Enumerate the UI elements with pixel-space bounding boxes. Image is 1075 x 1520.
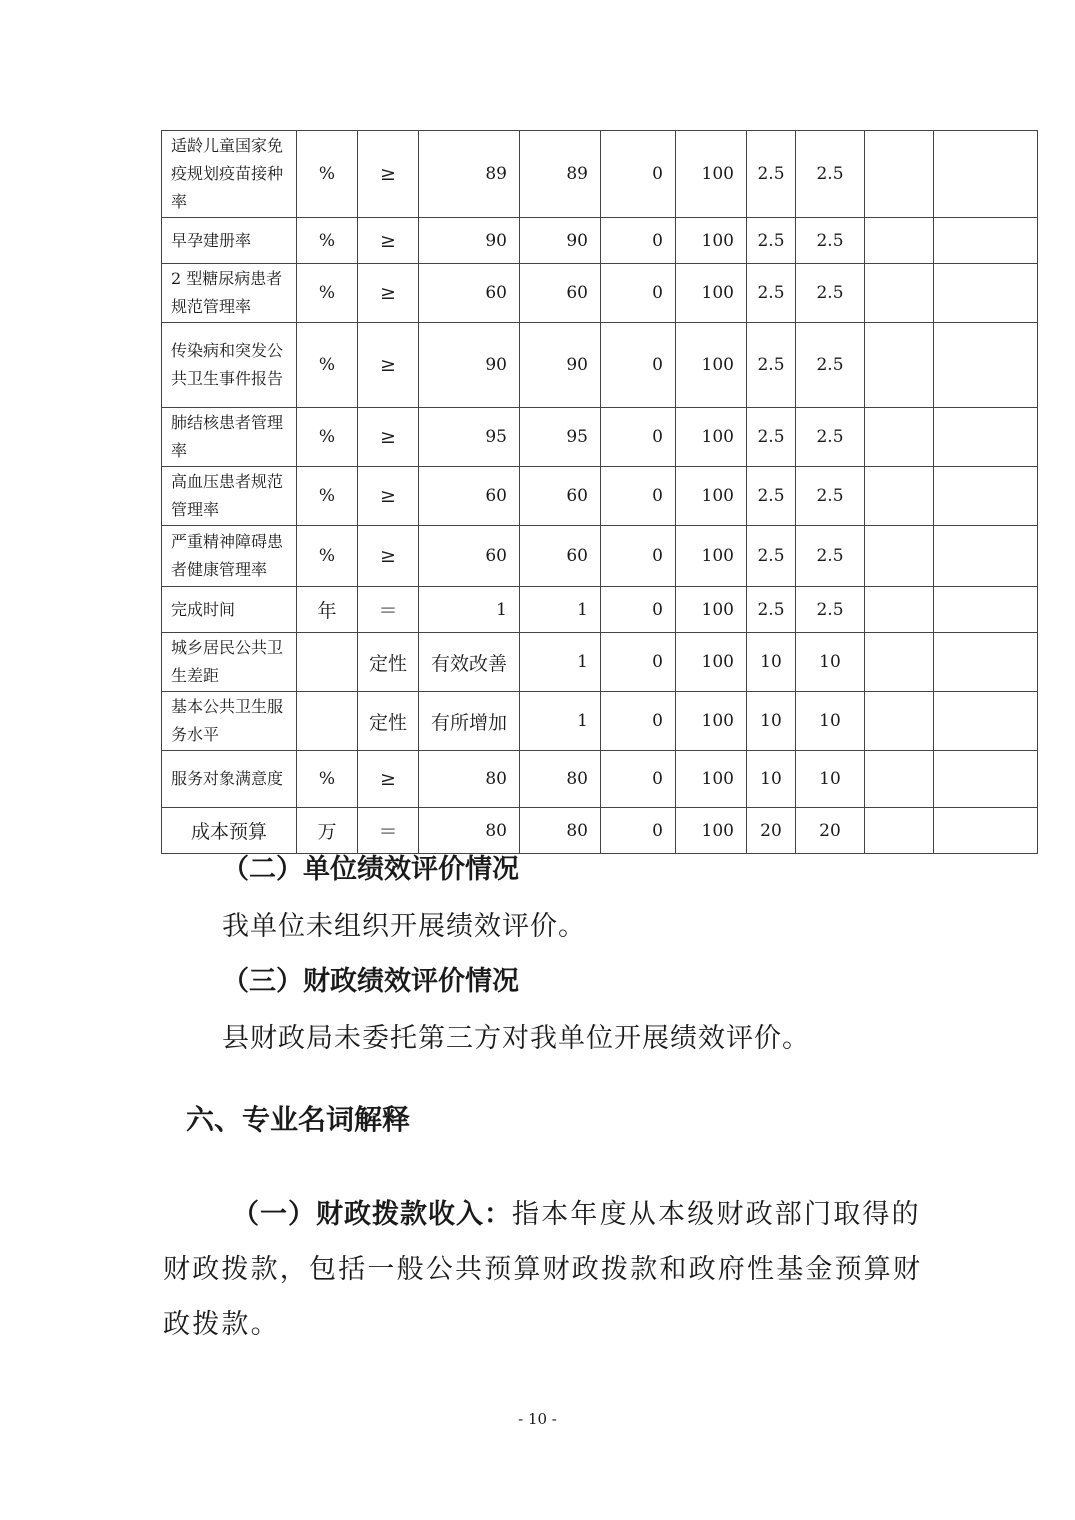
- score-cell: 10: [796, 633, 865, 692]
- actual-value-cell: 80: [520, 751, 601, 808]
- weight-cell: 20: [747, 808, 796, 854]
- actual-value-cell: 1: [520, 587, 601, 633]
- table-row: [162, 218, 1038, 264]
- actual-value-cell: 60: [520, 264, 601, 323]
- empty-cell: [865, 467, 934, 526]
- empty-cell: [865, 408, 934, 467]
- empty-cell: [865, 587, 934, 633]
- indicator-cell: 早孕建册率: [162, 218, 297, 264]
- empty-cell: [934, 587, 1038, 633]
- deviation-cell: 0: [601, 587, 676, 633]
- operator-cell: ≥: [358, 751, 419, 808]
- page-number: - 10 -: [518, 1410, 557, 1428]
- indicator-cell: 2 型糖尿病患者规范管理率: [162, 264, 297, 323]
- operator-cell: ＝: [358, 587, 419, 633]
- score-cell: 2.5: [796, 408, 865, 467]
- actual-value-cell: 89: [520, 131, 601, 218]
- weight-cell: 2.5: [747, 218, 796, 264]
- unit-cell: %: [297, 526, 358, 587]
- deviation-cell: 0: [601, 323, 676, 408]
- chapter-six-heading: 六、专业名词解释: [186, 1103, 411, 1136]
- deviation-cell: 0: [601, 264, 676, 323]
- operator-cell: ≥: [358, 264, 419, 323]
- definition-text-1: 指本年度从本级财政部门取得的: [512, 1199, 921, 1230]
- definition-paragraph: [163, 1187, 923, 1352]
- indicator-cell: 高血压患者规范管理率: [162, 467, 297, 526]
- score-cell: 20: [796, 808, 865, 854]
- operator-cell: ≥: [358, 467, 419, 526]
- indicator-cell: 城乡居民公共卫生差距: [162, 633, 297, 692]
- empty-cell: [934, 692, 1038, 751]
- actual-value-cell: 90: [520, 218, 601, 264]
- completion-rate-cell: 100: [676, 218, 747, 264]
- score-cell: 10: [796, 751, 865, 808]
- table-row: [162, 587, 1038, 633]
- empty-cell: [934, 633, 1038, 692]
- target-value-cell: 89: [419, 131, 520, 218]
- section-two-body: 我单位未组织开展绩效评价。: [222, 911, 586, 942]
- table-row: [162, 633, 1038, 692]
- weight-cell: 2.5: [747, 467, 796, 526]
- indicator-cell: 成本预算: [162, 808, 297, 854]
- target-value-cell: 80: [419, 751, 520, 808]
- deviation-cell: 0: [601, 633, 676, 692]
- empty-cell: [934, 131, 1038, 218]
- actual-value-cell: 60: [520, 526, 601, 587]
- actual-value-cell: 1: [520, 633, 601, 692]
- unit-cell: 年: [297, 587, 358, 633]
- target-value-cell: 90: [419, 218, 520, 264]
- definition-term: （一）财政拨款收入：: [232, 1199, 512, 1230]
- deviation-cell: 0: [601, 692, 676, 751]
- empty-cell: [865, 131, 934, 218]
- empty-cell: [934, 751, 1038, 808]
- indicator-cell: 传染病和突发公共卫生事件报告: [162, 323, 297, 408]
- empty-cell: [934, 526, 1038, 587]
- operator-cell: ≥: [358, 218, 419, 264]
- operator-cell: ≥: [358, 323, 419, 408]
- score-cell: 10: [796, 692, 865, 751]
- target-value-cell: 有所增加: [419, 692, 520, 751]
- unit-cell: %: [297, 467, 358, 526]
- deviation-cell: 0: [601, 808, 676, 854]
- deviation-cell: 0: [601, 408, 676, 467]
- empty-cell: [934, 323, 1038, 408]
- empty-cell: [865, 526, 934, 587]
- indicator-cell: 完成时间: [162, 587, 297, 633]
- target-value-cell: 1: [419, 587, 520, 633]
- table-row: [162, 692, 1038, 751]
- weight-cell: 2.5: [747, 323, 796, 408]
- empty-cell: [934, 408, 1038, 467]
- unit-cell: %: [297, 131, 358, 218]
- actual-value-cell: 60: [520, 467, 601, 526]
- actual-value-cell: 95: [520, 408, 601, 467]
- empty-cell: [865, 633, 934, 692]
- indicator-cell: 适龄儿童国家免疫规划疫苗接种率: [162, 131, 297, 218]
- empty-cell: [865, 218, 934, 264]
- operator-cell: ＝: [358, 808, 419, 854]
- weight-cell: 2.5: [747, 131, 796, 218]
- operator-cell: 定性: [358, 633, 419, 692]
- indicator-cell: 严重精神障碍患者健康管理率: [162, 526, 297, 587]
- empty-cell: [865, 808, 934, 854]
- empty-cell: [865, 692, 934, 751]
- completion-rate-cell: 100: [676, 323, 747, 408]
- performance-indicator-table: [161, 130, 1038, 854]
- completion-rate-cell: 100: [676, 751, 747, 808]
- completion-rate-cell: 100: [676, 633, 747, 692]
- empty-cell: [934, 218, 1038, 264]
- completion-rate-cell: 100: [676, 131, 747, 218]
- table-row: [162, 408, 1038, 467]
- actual-value-cell: 80: [520, 808, 601, 854]
- target-value-cell: 90: [419, 323, 520, 408]
- completion-rate-cell: 100: [676, 808, 747, 854]
- operator-cell: ≥: [358, 526, 419, 587]
- unit-cell: %: [297, 408, 358, 467]
- empty-cell: [865, 264, 934, 323]
- weight-cell: 10: [747, 692, 796, 751]
- completion-rate-cell: 100: [676, 526, 747, 587]
- indicator-cell: 肺结核患者管理率: [162, 408, 297, 467]
- section-two-heading: （二）单位绩效评价情况: [222, 854, 519, 885]
- weight-cell: 2.5: [747, 526, 796, 587]
- unit-cell: %: [297, 218, 358, 264]
- deviation-cell: 0: [601, 467, 676, 526]
- empty-cell: [934, 808, 1038, 854]
- table-row: [162, 808, 1038, 854]
- actual-value-cell: 90: [520, 323, 601, 408]
- deviation-cell: 0: [601, 131, 676, 218]
- score-cell: 2.5: [796, 131, 865, 218]
- table-row: [162, 467, 1038, 526]
- weight-cell: 2.5: [747, 408, 796, 467]
- score-cell: 2.5: [796, 526, 865, 587]
- score-cell: 2.5: [796, 467, 865, 526]
- section-three-body: 县财政局未委托第三方对我单位开展绩效评价。: [222, 1023, 810, 1054]
- indicator-cell: 基本公共卫生服务水平: [162, 692, 297, 751]
- deviation-cell: 0: [601, 751, 676, 808]
- unit-cell: %: [297, 264, 358, 323]
- completion-rate-cell: 100: [676, 467, 747, 526]
- empty-cell: [934, 467, 1038, 526]
- weight-cell: 10: [747, 633, 796, 692]
- table-row: [162, 264, 1038, 323]
- completion-rate-cell: 100: [676, 408, 747, 467]
- unit-cell: 万: [297, 808, 358, 854]
- completion-rate-cell: 100: [676, 264, 747, 323]
- table-row: [162, 751, 1038, 808]
- score-cell: 2.5: [796, 587, 865, 633]
- deviation-cell: 0: [601, 218, 676, 264]
- unit-cell: %: [297, 323, 358, 408]
- target-value-cell: 95: [419, 408, 520, 467]
- weight-cell: 2.5: [747, 587, 796, 633]
- score-cell: 2.5: [796, 218, 865, 264]
- completion-rate-cell: 100: [676, 587, 747, 633]
- weight-cell: 10: [747, 751, 796, 808]
- table-row: [162, 131, 1038, 218]
- operator-cell: ≥: [358, 131, 419, 218]
- actual-value-cell: 1: [520, 692, 601, 751]
- completion-rate-cell: 100: [676, 692, 747, 751]
- definition-line-1: [163, 1187, 923, 1242]
- operator-cell: 定性: [358, 692, 419, 751]
- section-three-heading: （三）财政绩效评价情况: [222, 966, 519, 997]
- empty-cell: [865, 751, 934, 808]
- table-row: [162, 526, 1038, 587]
- target-value-cell: 60: [419, 526, 520, 587]
- table-row: [162, 323, 1038, 408]
- score-cell: 2.5: [796, 323, 865, 408]
- unit-cell: [297, 633, 358, 692]
- unit-cell: [297, 692, 358, 751]
- indicator-cell: 服务对象满意度: [162, 751, 297, 808]
- target-value-cell: 60: [419, 467, 520, 526]
- empty-cell: [865, 323, 934, 408]
- target-value-cell: 有效改善: [419, 633, 520, 692]
- score-cell: 2.5: [796, 264, 865, 323]
- definition-line-3: 政拨款。: [163, 1309, 280, 1340]
- target-value-cell: 60: [419, 264, 520, 323]
- empty-cell: [934, 264, 1038, 323]
- deviation-cell: 0: [601, 526, 676, 587]
- target-value-cell: 80: [419, 808, 520, 854]
- operator-cell: ≥: [358, 408, 419, 467]
- definition-line-2: 财政拨款，包括一般公共预算财政拨款和政府性基金预算财: [163, 1254, 923, 1285]
- unit-cell: %: [297, 751, 358, 808]
- weight-cell: 2.5: [747, 264, 796, 323]
